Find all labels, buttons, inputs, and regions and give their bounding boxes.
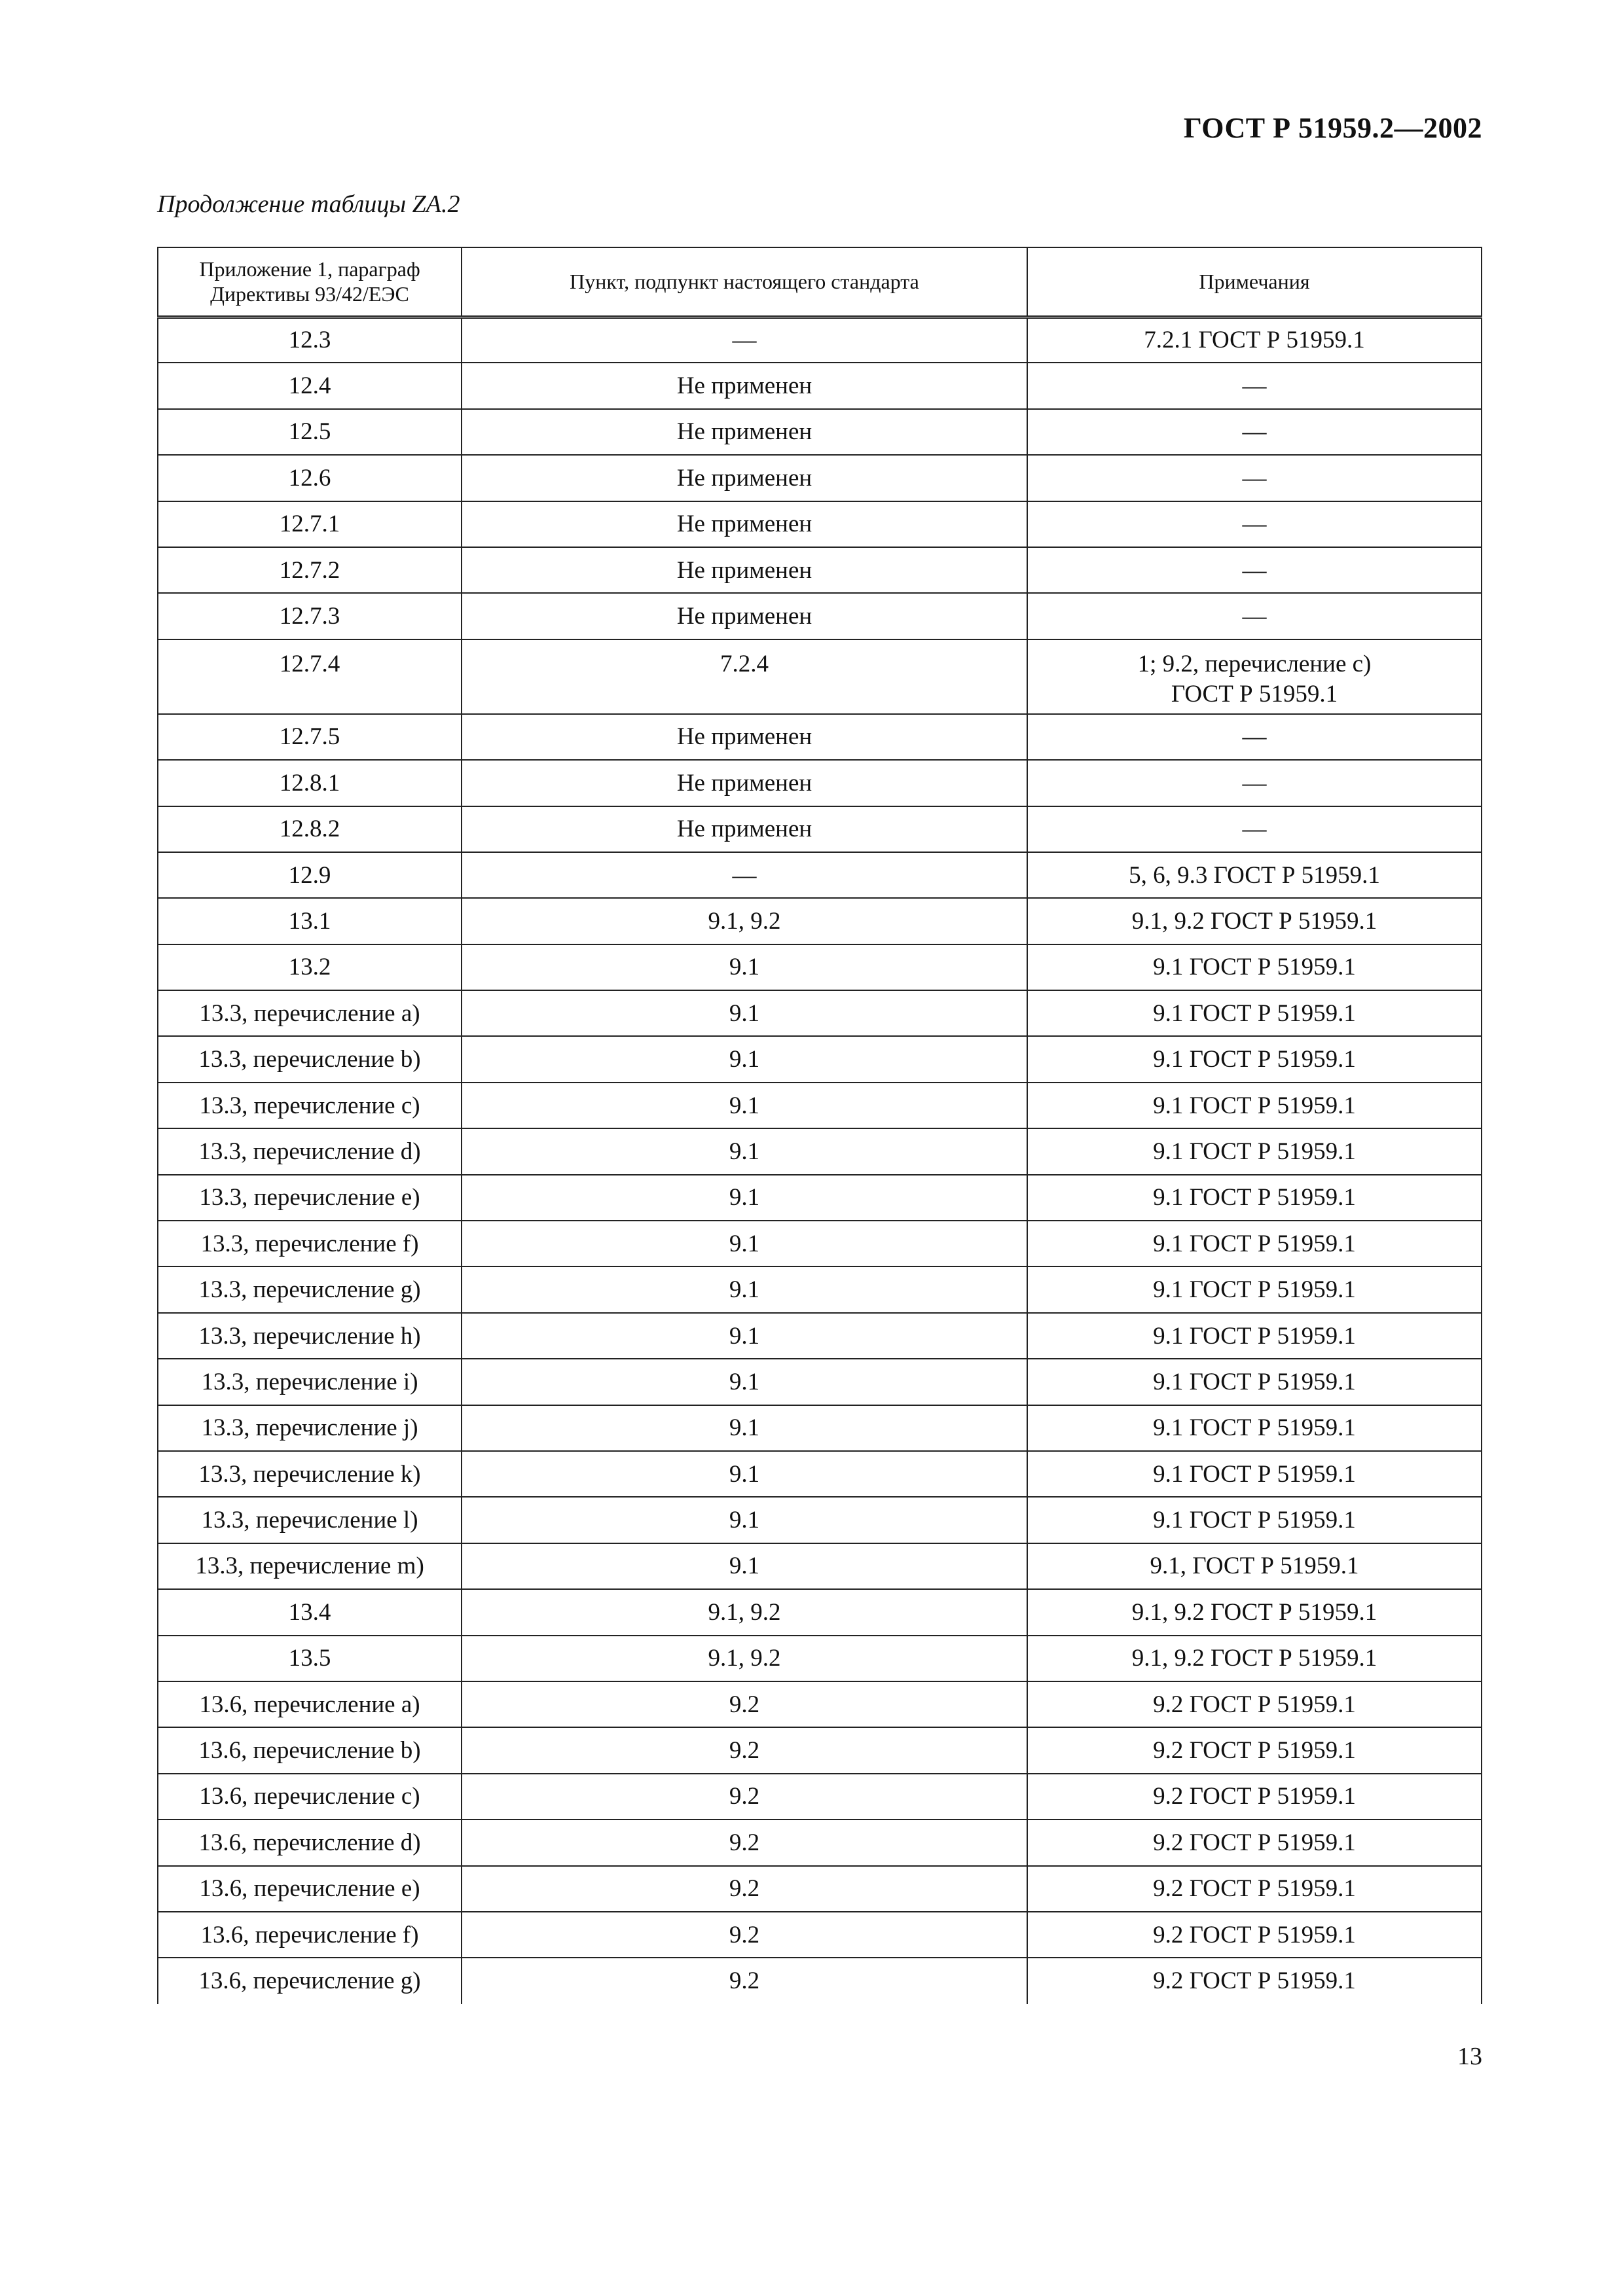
cell-standard-clause: Не применен xyxy=(462,363,1027,408)
cell-notes: — xyxy=(1027,501,1482,547)
cell-directive-paragraph: 13.5 xyxy=(158,1636,462,1681)
table-row xyxy=(158,1681,1482,1727)
table-row xyxy=(158,944,1482,990)
cell-standard-clause: — xyxy=(462,852,1027,898)
table-row xyxy=(158,1128,1482,1174)
table-row xyxy=(158,760,1482,806)
cell-directive-paragraph: 12.7.1 xyxy=(158,501,462,547)
table-row xyxy=(158,898,1482,944)
table-row xyxy=(158,714,1482,760)
table-row xyxy=(158,1451,1482,1497)
cell-notes: 9.1 ГОСТ Р 51959.1 xyxy=(1027,1221,1482,1266)
cell-notes: — xyxy=(1027,547,1482,593)
cell-notes: 9.2 ГОСТ Р 51959.1 xyxy=(1027,1912,1482,1958)
cell-directive-paragraph: 13.6, перечисление d) xyxy=(158,1820,462,1865)
cell-standard-clause: 9.1 xyxy=(462,1405,1027,1451)
cell-standard-clause: Не применен xyxy=(462,760,1027,806)
table-caption: Продолжение таблицы ZA.2 xyxy=(157,190,460,218)
cell-directive-paragraph: 13.3, перечисление i) xyxy=(158,1359,462,1405)
cell-notes: — xyxy=(1027,363,1482,408)
cell-directive-paragraph: 12.7.2 xyxy=(158,547,462,593)
cell-directive-paragraph: 13.3, перечисление b) xyxy=(158,1036,462,1082)
table-row xyxy=(158,1266,1482,1312)
cell-standard-clause: 9.2 xyxy=(462,1958,1027,2003)
cell-directive-paragraph: 13.3, перечисление l) xyxy=(158,1497,462,1543)
column-header-directive-paragraph: Приложение 1, параграф Директивы 93/42/ЕЭС xyxy=(158,247,462,317)
cell-directive-paragraph: 13.6, перечисление g) xyxy=(158,1958,462,2003)
table-row xyxy=(158,1912,1482,1958)
table-body xyxy=(158,317,1482,2004)
cell-standard-clause: 9.1 xyxy=(462,1128,1027,1174)
cell-standard-clause: 9.1, 9.2 xyxy=(462,1636,1027,1681)
cell-standard-clause: 9.1 xyxy=(462,1497,1027,1543)
cell-standard-clause: — xyxy=(462,317,1027,363)
cell-standard-clause: 9.2 xyxy=(462,1866,1027,1912)
cell-directive-paragraph: 12.7.4 xyxy=(158,639,462,714)
cell-notes: 9.1, 9.2 ГОСТ Р 51959.1 xyxy=(1027,1589,1482,1635)
cell-standard-clause: 9.2 xyxy=(462,1912,1027,1958)
cell-notes: 9.1 ГОСТ Р 51959.1 xyxy=(1027,1497,1482,1543)
table-row xyxy=(158,1313,1482,1359)
cell-notes: 9.2 ГОСТ Р 51959.1 xyxy=(1027,1820,1482,1865)
table-row xyxy=(158,1958,1482,2003)
cell-directive-paragraph: 12.7.3 xyxy=(158,593,462,639)
table-row xyxy=(158,1405,1482,1451)
cell-standard-clause: Не применен xyxy=(462,714,1027,760)
column-header-notes: Примечания xyxy=(1027,247,1482,317)
cell-notes: 9.2 ГОСТ Р 51959.1 xyxy=(1027,1727,1482,1773)
cell-directive-paragraph: 13.6, перечисление f) xyxy=(158,1912,462,1958)
table-row xyxy=(158,806,1482,852)
cell-standard-clause: 9.1 xyxy=(462,1083,1027,1128)
cell-notes: — xyxy=(1027,760,1482,806)
table-row xyxy=(158,1221,1482,1266)
cell-directive-paragraph: 13.3, перечисление k) xyxy=(158,1451,462,1497)
table-row xyxy=(158,1175,1482,1221)
cell-directive-paragraph: 13.3, перечисление d) xyxy=(158,1128,462,1174)
table-row xyxy=(158,1636,1482,1681)
cell-directive-paragraph: 12.4 xyxy=(158,363,462,408)
cell-standard-clause: 9.1 xyxy=(462,1221,1027,1266)
table-row xyxy=(158,501,1482,547)
cell-directive-paragraph: 13.6, перечисление b) xyxy=(158,1727,462,1773)
cell-directive-paragraph: 12.7.5 xyxy=(158,714,462,760)
cell-notes: 9.2 ГОСТ Р 51959.1 xyxy=(1027,1866,1482,1912)
cell-standard-clause: 9.1 xyxy=(462,1543,1027,1589)
cell-directive-paragraph: 13.6, перечисление e) xyxy=(158,1866,462,1912)
cell-directive-paragraph: 12.3 xyxy=(158,317,462,363)
cell-directive-paragraph: 13.3, перечисление j) xyxy=(158,1405,462,1451)
cell-standard-clause: 9.1 xyxy=(462,1036,1027,1082)
table-row xyxy=(158,1820,1482,1865)
cell-notes: 7.2.1 ГОСТ Р 51959.1 xyxy=(1027,317,1482,363)
cell-standard-clause: 9.2 xyxy=(462,1681,1027,1727)
cell-standard-clause: 9.1 xyxy=(462,1175,1027,1221)
cell-notes: 9.2 ГОСТ Р 51959.1 xyxy=(1027,1958,1482,2003)
cell-directive-paragraph: 12.9 xyxy=(158,852,462,898)
table-row xyxy=(158,455,1482,501)
cell-standard-clause: Не применен xyxy=(462,547,1027,593)
table-row xyxy=(158,317,1482,363)
table-header xyxy=(158,247,1482,317)
cell-notes: 9.1 ГОСТ Р 51959.1 xyxy=(1027,1036,1482,1082)
table-row xyxy=(158,1774,1482,1820)
table-row xyxy=(158,852,1482,898)
cell-standard-clause: 9.1 xyxy=(462,944,1027,990)
cell-directive-paragraph: 13.3, перечисление c) xyxy=(158,1083,462,1128)
cell-standard-clause: 9.2 xyxy=(462,1820,1027,1865)
cell-notes: — xyxy=(1027,455,1482,501)
cell-directive-paragraph: 13.3, перечисление m) xyxy=(158,1543,462,1589)
table-row xyxy=(158,363,1482,408)
cell-directive-paragraph: 13.1 xyxy=(158,898,462,944)
cell-notes: 9.1 ГОСТ Р 51959.1 xyxy=(1027,1266,1482,1312)
cell-directive-paragraph: 12.6 xyxy=(158,455,462,501)
cell-standard-clause: 9.1 xyxy=(462,1451,1027,1497)
cell-notes: 9.1, ГОСТ Р 51959.1 xyxy=(1027,1543,1482,1589)
cell-standard-clause: 9.1 xyxy=(462,1266,1027,1312)
cell-notes: 9.1, 9.2 ГОСТ Р 51959.1 xyxy=(1027,1636,1482,1681)
cell-notes: 9.2 ГОСТ Р 51959.1 xyxy=(1027,1681,1482,1727)
cell-standard-clause: Не применен xyxy=(462,593,1027,639)
cell-notes: 9.2 ГОСТ Р 51959.1 xyxy=(1027,1774,1482,1820)
table-row xyxy=(158,593,1482,639)
cell-notes: 9.1 ГОСТ Р 51959.1 xyxy=(1027,1451,1482,1497)
cell-standard-clause: Не применен xyxy=(462,455,1027,501)
header-row xyxy=(158,247,1482,317)
table-row xyxy=(158,1727,1482,1773)
cell-notes: 9.1, 9.2 ГОСТ Р 51959.1 xyxy=(1027,898,1482,944)
cell-directive-paragraph: 13.3, перечисление f) xyxy=(158,1221,462,1266)
cell-directive-paragraph: 13.6, перечисление a) xyxy=(158,1681,462,1727)
cell-notes: 9.1 ГОСТ Р 51959.1 xyxy=(1027,990,1482,1036)
cell-directive-paragraph: 13.3, перечисление a) xyxy=(158,990,462,1036)
correspondence-table xyxy=(157,247,1482,2004)
cell-notes: — xyxy=(1027,714,1482,760)
column-header-standard-clause: Пункт, подпункт настоящего стандарта xyxy=(462,247,1027,317)
cell-notes: 9.1 ГОСТ Р 51959.1 xyxy=(1027,1359,1482,1405)
cell-directive-paragraph: 13.3, перечисление h) xyxy=(158,1313,462,1359)
cell-standard-clause: 9.1, 9.2 xyxy=(462,1589,1027,1635)
cell-notes: 9.1 ГОСТ Р 51959.1 xyxy=(1027,1175,1482,1221)
table-row xyxy=(158,1543,1482,1589)
cell-standard-clause: 9.2 xyxy=(462,1774,1027,1820)
table-row xyxy=(158,1083,1482,1128)
cell-notes: 9.1 ГОСТ Р 51959.1 xyxy=(1027,1313,1482,1359)
table-row xyxy=(158,639,1482,714)
cell-notes: 9.1 ГОСТ Р 51959.1 xyxy=(1027,1405,1482,1451)
table-row xyxy=(158,547,1482,593)
cell-notes: — xyxy=(1027,409,1482,455)
cell-standard-clause: 9.1 xyxy=(462,1359,1027,1405)
cell-directive-paragraph: 12.5 xyxy=(158,409,462,455)
cell-notes: — xyxy=(1027,593,1482,639)
cell-directive-paragraph: 13.6, перечисление c) xyxy=(158,1774,462,1820)
cell-standard-clause: 7.2.4 xyxy=(462,639,1027,714)
cell-standard-clause: 9.2 xyxy=(462,1727,1027,1773)
cell-notes: 9.1 ГОСТ Р 51959.1 xyxy=(1027,1083,1482,1128)
page-number: 13 xyxy=(1457,2043,1482,2070)
document-code: ГОСТ Р 51959.2—2002 xyxy=(1183,112,1482,144)
cell-directive-paragraph: 13.3, перечисление g) xyxy=(158,1266,462,1312)
table-row xyxy=(158,990,1482,1036)
cell-standard-clause: 9.1 xyxy=(462,990,1027,1036)
table-row xyxy=(158,1036,1482,1082)
cell-notes: 9.1 ГОСТ Р 51959.1 xyxy=(1027,1128,1482,1174)
cell-standard-clause: 9.1, 9.2 xyxy=(462,898,1027,944)
table-row xyxy=(158,1589,1482,1635)
cell-directive-paragraph: 13.3, перечисление e) xyxy=(158,1175,462,1221)
cell-standard-clause: 9.1 xyxy=(462,1313,1027,1359)
table-row xyxy=(158,409,1482,455)
cell-standard-clause: Не применен xyxy=(462,806,1027,852)
table-row xyxy=(158,1359,1482,1405)
cell-notes: — xyxy=(1027,806,1482,852)
cell-notes: 1; 9.2, перечисление c) ГОСТ Р 51959.1 xyxy=(1027,639,1482,714)
table-row xyxy=(158,1497,1482,1543)
cell-standard-clause: Не применен xyxy=(462,409,1027,455)
cell-standard-clause: Не применен xyxy=(462,501,1027,547)
cell-notes: 9.1 ГОСТ Р 51959.1 xyxy=(1027,944,1482,990)
table-row xyxy=(158,1866,1482,1912)
cell-directive-paragraph: 12.8.1 xyxy=(158,760,462,806)
correspondence-table-container xyxy=(157,247,1481,2004)
cell-directive-paragraph: 13.4 xyxy=(158,1589,462,1635)
cell-directive-paragraph: 13.2 xyxy=(158,944,462,990)
cell-notes: 5, 6, 9.3 ГОСТ Р 51959.1 xyxy=(1027,852,1482,898)
cell-directive-paragraph: 12.8.2 xyxy=(158,806,462,852)
